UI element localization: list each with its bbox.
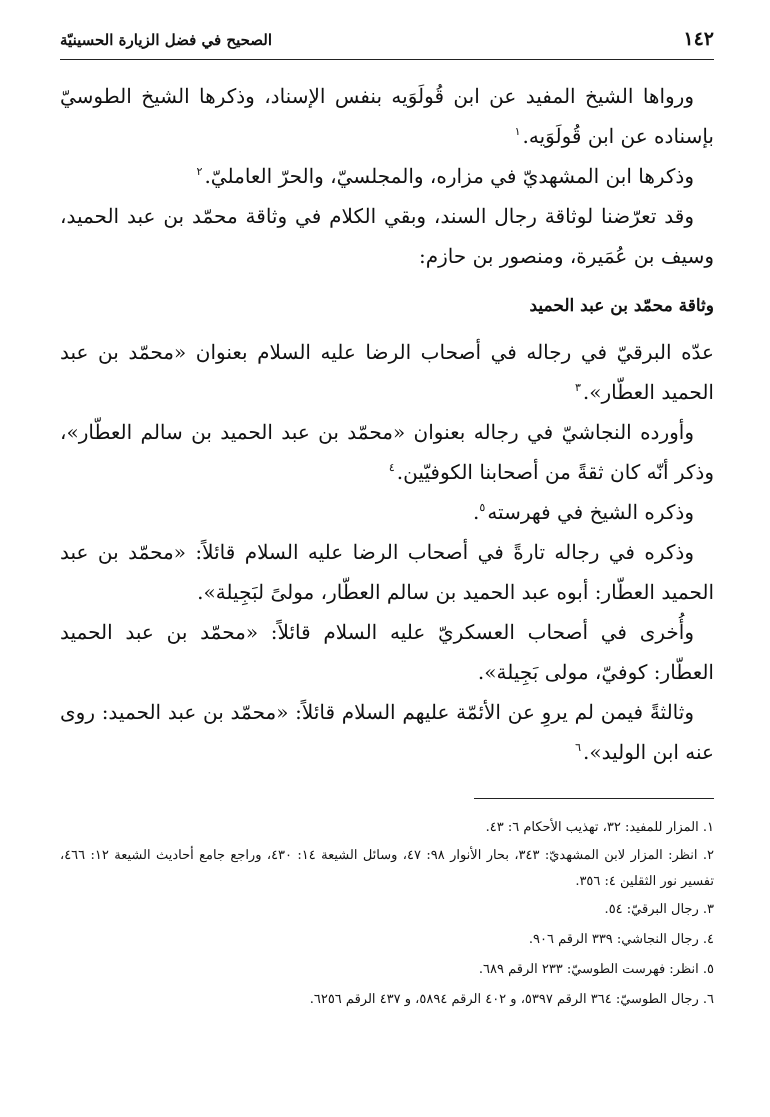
section-heading: وثاقة محمّد بن عبد الحميد <box>529 296 714 316</box>
footnote: ٤. رجال النجاشي: ٣٣٩ الرقم ٩٠٦. <box>528 932 714 947</box>
page-header <box>60 28 714 60</box>
running-title: الصحيح في فضل الزيارة الحسينيّة <box>60 31 273 49</box>
footnote-separator <box>474 798 714 799</box>
paragraph: وذكرها ابن المشهديّ في مزاره، والمجلسيّ، والحرّ العامليّ.$^٢$ <box>196 164 694 188</box>
footnote-ref: ٣ <box>575 381 581 395</box>
footnotes <box>60 813 714 1015</box>
paragraph: وأُخرى في أصحاب العسكريّ عليه السلام قائلاً: «محمّد بن عبد الحميد العطّار: كوفيّ، مولى بَجِيلة». <box>60 620 714 684</box>
footnote-ref: ٦ <box>575 741 582 755</box>
footnote-ref: ٢ <box>196 165 203 179</box>
footnote: ٣. رجال البرقيّ: ٥٤. <box>604 902 714 917</box>
footnote: ٦. رجال الطوسيّ: ٣٦٤ الرقم ٥٣٩٧، و ٤٠٢ الرقم ٥٨٩٤، و ٤٣٧ الرقم ٦٢٥٦. <box>309 992 714 1007</box>
paragraph: وذكره في رجاله تارةً في أصحاب الرضا عليه السلام قائلاً: «محمّد بن عبد الحميد العطّار: أبوه عبد الحميد بن سالم العطّار، مولىً لبَجِيلة». <box>60 540 714 604</box>
body-text <box>60 76 714 772</box>
footnote-ref: ٥ <box>479 501 486 515</box>
paragraph: وثالثةً فيمن لم يروِ عن الأئمّة عليهم السلام قائلاً: «محمّد بن عبد الحميد: روى عنه ابن الوليد».$^٦$ <box>60 700 714 764</box>
paragraph: وذكره الشيخ في فهرسته$^٥$. <box>473 500 694 524</box>
paragraph: عدّه البرقيّ في رجاله في أصحاب الرضا عليه السلام بعنوان «محمّد بن عبد الحميد العطّار».$^٣$ <box>60 340 714 404</box>
footnote-ref: ٤ <box>388 461 395 475</box>
paragraph: وأورده النجاشيّ في رجاله بعنوان «محمّد بن عبد الحميد بن سالم العطّار»، وذكر أنّه كان ثقةً من أصحابنا الكوفيّين.$^٤$ <box>60 420 714 484</box>
book-page <box>60 28 714 1015</box>
paragraph: ورواها الشيخ المفيد عن ابن قُولَوَيه بنفس الإسناد، وذكرها الشيخ الطوسيّ بإسناده عن ابن قُولَوَيه.$^١$ <box>60 84 714 148</box>
paragraph: وقد تعرّضنا لوثاقة رجال السند، وبقي الكلام في وثاقة محمّد بن عبد الحميد، وسيف بن عُمَيرة، ومنصور بن حازم: <box>60 204 714 268</box>
footnote: ١. المزار للمفيد: ٣٢، تهذيب الأحكام ٦: ٤٣. <box>485 820 714 835</box>
footnote-ref: ١ <box>514 125 521 139</box>
page-number: ١٤٢ <box>683 28 714 50</box>
footnote: ٢. انظر: المزار لابن المشهديّ: ٣٤٣، بحار الأنوار ٩٨: ٤٧، وسائل الشيعة ١٤: ٤٣٠، وراجع جامع أحاديث الشيعة ١٢: ٤٦٦، تفسير نور الثقلين ٤: ٣٥٦. <box>60 848 715 889</box>
footnote: ٥. انظر: فهرست الطوسيّ: ٢٣٣ الرقم ٦٨٩. <box>478 962 714 977</box>
